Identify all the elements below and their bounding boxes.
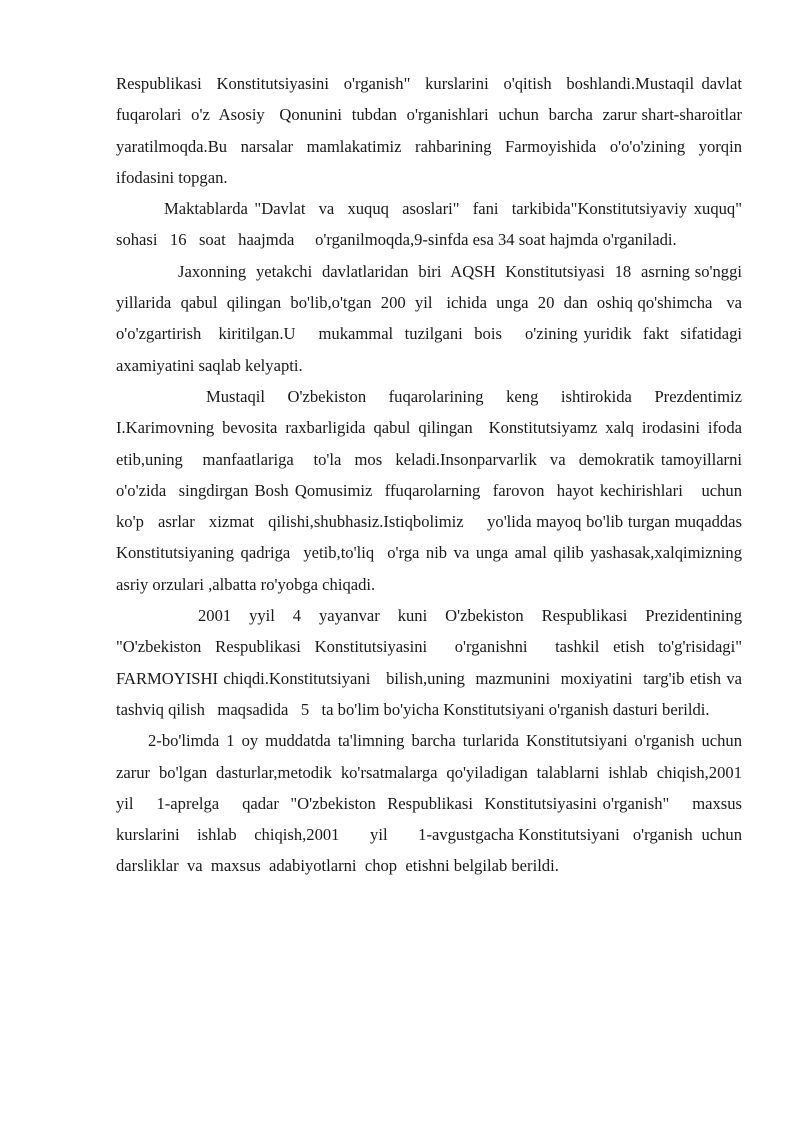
paragraph-3: Jaxonning yetakchi davlatlaridan biri AQSH Konstitutsiyasi 18 asrning so'nggi yillarida qabul qilingan bo'lib,o'tgan 200 yil ichida unga 20 dan oshiq qo'shimcha va o'o'zgartirish kiritilgan.U mukammal tuzilgani bois o'zining yuridik fakt sifatidagi axamiyatini saqlab kelyapti. <box>116 261 755 375</box>
paragraph-1: Respublikasi Konstitutsiyasini o'rganish" kurslarini o'qitish boshlandi.Mustaqil davlat fuqarolari o'z Asosiy Qonunini tubdan o'rganishlari uchun barcha zarur shart-sharoitlar yaratilmoqda.Bu narsalar mamlakatimiz rahbarining Farmoyishida o'o'o'zining yorqin ifodasini topgan. <box>116 74 751 187</box>
paragraph-2: Maktablarda "Davlat va xuquq asoslari" fani tarkibida"Konstitutsiyaviy xuquq" sohasi 16 soat haajmda o'rganilmoqda,9-sinfda esa 34 soat hajmda o'rganiladi. <box>116 199 755 250</box>
paragraph-6: 2-bo'limda 1 oy muddatda ta'limning barcha turlarida Konstitutsiyani o'rganish uchun zarur bo'lgan dasturlar,metodik ko'rsatmalarga qo'yiladigan talablarni ishlab chiqish,2001 yil 1-aprelga qadar "O'zbekiston Respublikasi Konstitutsiyasini o'rganish" maxsus kurslarini ishlab chiqish,2001 yil 1-avgustgacha Konstitutsiyani o'rganish uchun darsliklar va maxsus adabiyotlarni chop etishni belgilab berildi. <box>116 731 759 876</box>
paragraph-5: 2001 yyil 4 yayanvar kuni O'zbekiston Respublikasi Prezidentining "O'zbekiston Respublikasi Konstitutsiyasini o'rganishni tashkil etish to'g'risidagi" FARMOYISHI chiqdi.Konstitutsiyani bilish,uning mazmunini moxiyatini targ'ib etish va tashviq qilish maqsadida 5 ta bo'lim bo'yicha Konstitutsiyani o'rganish dasturi berildi. <box>116 606 747 719</box>
document-page <box>116 68 759 882</box>
paragraph-4: Mustaqil O'zbekiston fuqarolarining keng ishtirokida Prezdentimiz I.Karimovning bevosita raxbarligida qabul qilingan Konstitutsiyamz xalq irodasini ifoda etib,uning manfaatlariga to'la mos keladi.Insonparvarlik va demokratik tamoyillarni o'o'zida singdirgan Bosh Qomusimiz ffuqarolarning farovon hayot kechirishlari uchun ko'p asrlar xizmat qilishi,shubhasiz.Istiqbolimiz yo'lida mayoq bo'lib turgan muqaddas Konstitutsiyaning qadriga yetib,to'liq o'rga nib va unga amal qilib yashasak,xalqimizning asriy orzulari ,albatta ro'yobga chiqadi. <box>116 386 755 594</box>
